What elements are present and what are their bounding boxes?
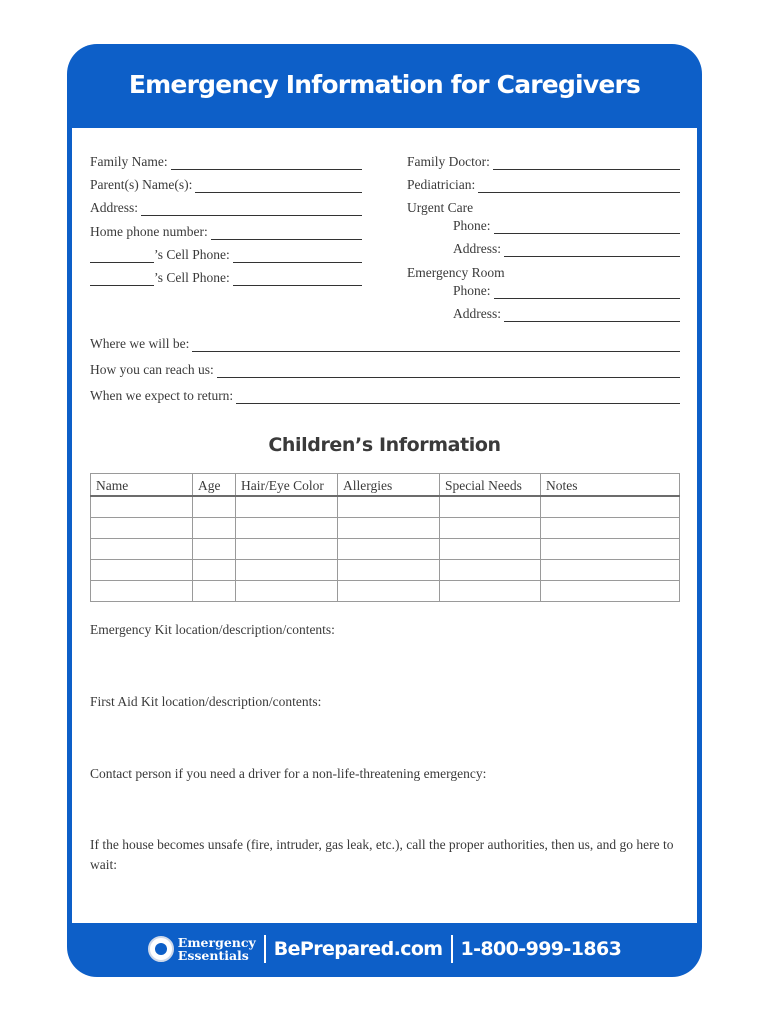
children-heading: Children’s Information [268, 434, 501, 456]
logo-line-2: Essentials [177, 948, 249, 963]
pediatrician-field[interactable] [407, 177, 680, 193]
home-phone-label: Home phone number: [90, 224, 208, 239]
col-header-special-needs: Special Needs [440, 474, 541, 497]
er-phone-label: Phone: [453, 283, 491, 298]
reach-line[interactable] [217, 365, 680, 378]
urgent-care-address-field[interactable] [453, 241, 680, 257]
seal-icon [148, 936, 174, 962]
footer-divider-1 [264, 935, 266, 963]
cell-phone-line-1[interactable] [233, 250, 362, 263]
address-field[interactable] [90, 200, 362, 216]
table-cell[interactable] [193, 518, 236, 539]
logo-line-1: Emergency [177, 935, 256, 950]
table-row [91, 496, 680, 518]
urgent-care-address-label: Address: [453, 241, 501, 256]
family-doctor-field[interactable] [407, 154, 680, 170]
parents-names-line[interactable] [195, 180, 362, 193]
return-line[interactable] [236, 391, 680, 404]
table-row [91, 581, 680, 602]
table-cell[interactable] [236, 496, 338, 518]
table-cell[interactable] [338, 560, 440, 581]
urgent-care-phone-line[interactable] [494, 221, 680, 234]
family-name-field[interactable] [90, 154, 362, 170]
phone-number[interactable]: 1-800-999-1863 [460, 938, 622, 960]
col-header-notes: Notes [541, 474, 680, 497]
table-cell[interactable] [236, 581, 338, 602]
table-cell[interactable] [440, 581, 541, 602]
table-cell[interactable] [236, 560, 338, 581]
children-table [90, 473, 680, 602]
table-cell[interactable] [541, 581, 680, 602]
pediatrician-line[interactable] [478, 180, 680, 193]
emergency-essentials-logo [148, 936, 256, 962]
cell-phone-line-2[interactable] [233, 273, 362, 286]
address-label: Address: [90, 200, 138, 215]
urgent-care-phone-field[interactable] [453, 218, 680, 234]
family-doctor-line[interactable] [493, 157, 680, 170]
table-cell[interactable] [193, 539, 236, 560]
urgent-care-heading: Urgent Care [407, 200, 474, 215]
table-cell[interactable] [541, 496, 680, 518]
urgent-care-address-line[interactable] [504, 244, 680, 257]
footer-bar [67, 926, 702, 972]
where-label: Where we will be: [90, 336, 190, 351]
emergency-room-heading: Emergency Room [407, 265, 505, 280]
table-cell[interactable] [338, 518, 440, 539]
home-phone-field[interactable] [90, 224, 362, 240]
contact-driver-prompt: Contact person if you need a driver for a non-life-threatening emergency: [90, 766, 487, 781]
table-cell[interactable] [440, 539, 541, 560]
cell-phone-field-2[interactable] [90, 270, 362, 286]
family-name-line[interactable] [171, 157, 362, 170]
home-phone-line[interactable] [211, 227, 362, 240]
er-phone-field[interactable] [453, 283, 680, 299]
cell-phone-name-blank-2[interactable] [90, 273, 154, 286]
er-address-field[interactable] [453, 306, 680, 322]
reach-field[interactable] [90, 362, 680, 378]
cell-phone-label-1: ’s Cell Phone: [154, 247, 230, 262]
table-cell[interactable] [236, 518, 338, 539]
er-address-line[interactable] [504, 309, 680, 322]
children-table-header [91, 474, 680, 497]
table-row [91, 560, 680, 581]
table-cell[interactable] [440, 518, 541, 539]
table-cell[interactable] [541, 560, 680, 581]
first-aid-kit-prompt: First Aid Kit location/description/contents: [90, 694, 322, 709]
table-cell[interactable] [338, 581, 440, 602]
table-cell[interactable] [541, 518, 680, 539]
table-cell[interactable] [193, 581, 236, 602]
family-doctor-label: Family Doctor: [407, 154, 490, 169]
table-cell[interactable] [236, 539, 338, 560]
table-cell[interactable] [193, 496, 236, 518]
er-address-label: Address: [453, 306, 501, 321]
cell-phone-label-2: ’s Cell Phone: [154, 270, 230, 285]
children-table-body [91, 496, 680, 602]
form-title: Emergency Information for Caregivers [128, 70, 641, 99]
col-header-name: Name [91, 474, 193, 497]
where-line[interactable] [192, 339, 680, 352]
footer-divider-2 [451, 935, 453, 963]
pediatrician-label: Pediatrician: [407, 177, 476, 192]
urgent-care-phone-label: Phone: [453, 218, 491, 233]
website-link[interactable]: BePrepared.com [273, 938, 443, 960]
form-card [67, 44, 702, 977]
parents-names-field[interactable] [90, 177, 362, 193]
emergency-kit-prompt: Emergency Kit location/description/contents: [90, 622, 335, 637]
table-cell[interactable] [91, 560, 193, 581]
table-cell[interactable] [91, 518, 193, 539]
table-cell[interactable] [440, 496, 541, 518]
er-phone-line[interactable] [494, 286, 680, 299]
form-panel [72, 128, 697, 923]
table-cell[interactable] [338, 496, 440, 518]
table-cell[interactable] [338, 539, 440, 560]
table-cell[interactable] [91, 581, 193, 602]
house-unsafe-prompt: If the house becomes unsafe (fire, intruder, gas leak, etc.), call the proper authorities, then us, and go here to wait: [90, 837, 674, 872]
family-name-label: Family Name: [90, 154, 168, 169]
return-field[interactable] [90, 388, 680, 404]
table-row [91, 539, 680, 560]
return-label: When we expect to return: [90, 388, 234, 403]
table-cell[interactable] [541, 539, 680, 560]
col-header-allergies: Allergies [338, 474, 440, 497]
col-header-age: Age [193, 474, 236, 497]
where-field[interactable] [90, 336, 680, 352]
cell-phone-name-blank-1[interactable] [90, 250, 154, 263]
table-cell[interactable] [91, 496, 193, 518]
table-cell[interactable] [193, 560, 236, 581]
reach-label: How you can reach us: [90, 362, 214, 377]
table-cell[interactable] [440, 560, 541, 581]
table-cell[interactable] [91, 539, 193, 560]
parents-names-label: Parent(s) Name(s): [90, 177, 193, 192]
table-row [91, 518, 680, 539]
cell-phone-field-1[interactable] [90, 247, 362, 263]
address-line[interactable] [141, 203, 362, 216]
col-header-hair-eye: Hair/Eye Color [236, 474, 338, 497]
